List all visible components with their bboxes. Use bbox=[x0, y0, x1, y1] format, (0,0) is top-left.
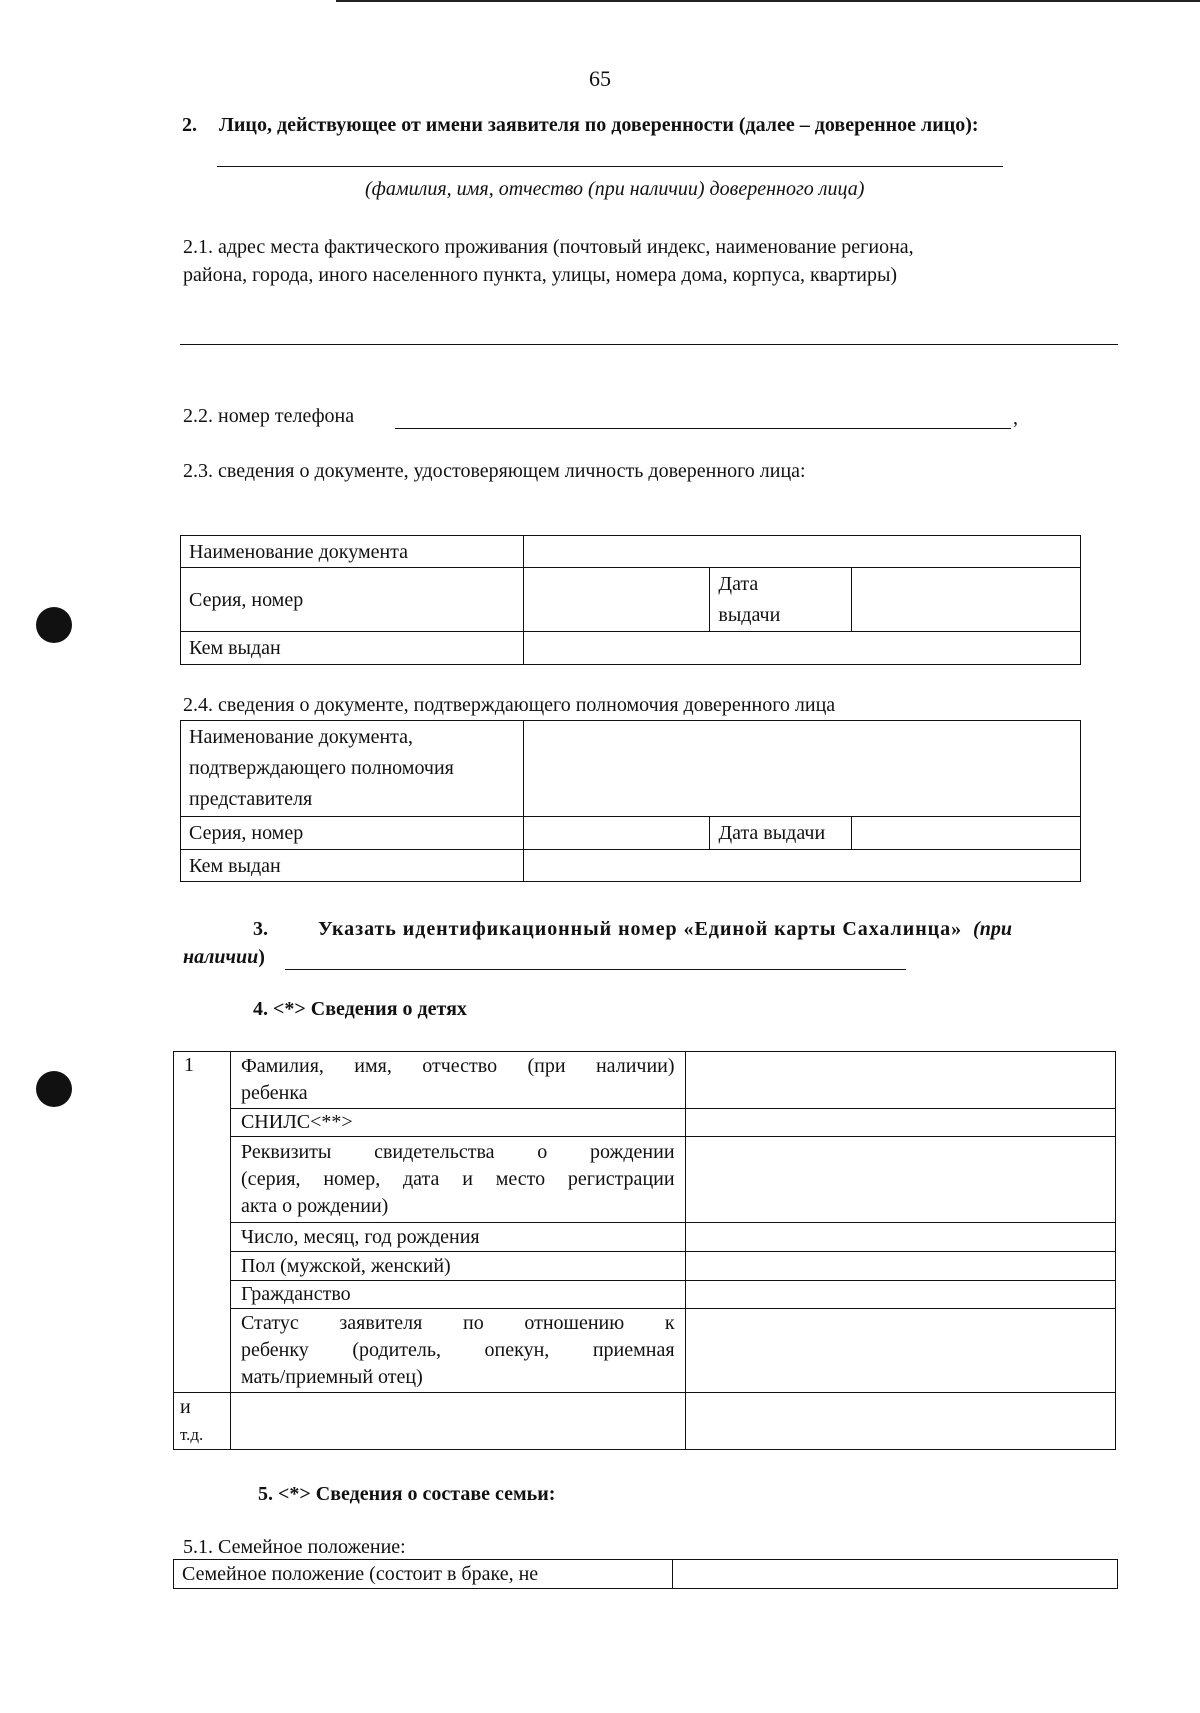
id-issued-by-field[interactable] bbox=[523, 632, 1080, 665]
id-series-label: Серия, номер bbox=[181, 568, 524, 632]
hole-punch-mark bbox=[36, 1071, 72, 1107]
scan-frame-edge bbox=[336, 0, 1200, 2]
section-2-heading bbox=[182, 114, 979, 137]
section-4-heading: 4. <*> Сведения о детях bbox=[253, 998, 467, 1020]
section-3-heading bbox=[253, 918, 1012, 941]
children-table bbox=[173, 1051, 1116, 1450]
auth-issued-by-label: Кем выдан bbox=[181, 850, 524, 882]
section-3-close: ) bbox=[258, 946, 265, 968]
page-number: 65 bbox=[589, 66, 611, 91]
auth-issue-date-label: Дата выдачи bbox=[710, 817, 852, 850]
auth-series-field[interactable] bbox=[523, 817, 710, 850]
child-fio-field[interactable] bbox=[685, 1052, 1115, 1109]
marital-status-cell-label: Семейное положение (состоит в браке, не bbox=[174, 1560, 673, 1589]
section-3-heading-cont bbox=[183, 946, 265, 969]
child-status-label: Статус заявителя по отношению к ребенку (родитель, опекун, приемная мать/приемный отец) bbox=[230, 1309, 685, 1393]
auth-doc-label: 2.4. сведения о документе, подтверждающего полномочия доверенного лица bbox=[183, 694, 836, 716]
section-5-heading: 5. <*> Сведения о составе семьи: bbox=[258, 1483, 556, 1505]
child-etc-field-2[interactable] bbox=[685, 1393, 1115, 1450]
card-number-input-line[interactable] bbox=[285, 969, 906, 970]
id-doc-name-label: Наименование документа bbox=[181, 536, 524, 568]
id-document-table bbox=[180, 535, 1081, 665]
id-issue-date-label: Дата выдачи bbox=[710, 568, 852, 632]
id-issue-date-field[interactable] bbox=[852, 568, 1081, 632]
child-snils-field[interactable] bbox=[685, 1109, 1115, 1137]
child-birth-cert-label: Реквизиты свидетельства о рождении (серия, номер, дата и место регистрации акта о рождении) bbox=[230, 1137, 685, 1223]
child-sex-label: Пол (мужской, женский) bbox=[230, 1252, 685, 1281]
id-doc-label: 2.3. сведения о документе, удостоверяющем личность доверенного лица: bbox=[183, 460, 806, 482]
trustee-name-caption: (фамилия, имя, отчество (при наличии) доверенного лица) bbox=[365, 178, 865, 200]
auth-issue-date-field[interactable] bbox=[852, 817, 1081, 850]
id-series-field[interactable] bbox=[523, 568, 710, 632]
child-etc-field-1[interactable] bbox=[230, 1393, 685, 1450]
child-status-field[interactable] bbox=[685, 1309, 1115, 1393]
child-citizenship-label: Гражданство bbox=[230, 1281, 685, 1309]
id-issued-by-label: Кем выдан bbox=[181, 632, 524, 665]
child-birth-date-label: Число, месяц, год рождения bbox=[230, 1223, 685, 1252]
section-2-title: Лицо, действующее от имени заявителя по доверенности (далее – доверенное лицо): bbox=[219, 114, 979, 136]
address-label-line-2: района, города, иного населенного пункта, улицы, номера дома, корпуса, квартиры) bbox=[183, 264, 898, 286]
phone-input-line[interactable] bbox=[395, 428, 1011, 429]
authority-document-table bbox=[180, 720, 1081, 882]
child-sex-field[interactable] bbox=[685, 1252, 1115, 1281]
marital-status-label: 5.1. Семейное положение: bbox=[183, 1536, 406, 1558]
hole-punch-mark bbox=[36, 607, 72, 643]
section-2-number: 2. bbox=[182, 114, 197, 136]
child-etc-index: и т.д. bbox=[174, 1393, 231, 1450]
auth-issued-by-field[interactable] bbox=[523, 850, 1080, 882]
section-3-paren-open: (при bbox=[973, 918, 1012, 940]
phone-comma: , bbox=[1013, 407, 1018, 429]
child-birth-cert-field[interactable] bbox=[685, 1137, 1115, 1223]
auth-doc-name-field[interactable] bbox=[523, 721, 1080, 817]
address-label-line-1: 2.1. адрес места фактического проживания (почтовый индекс, наименование региона, bbox=[183, 236, 914, 258]
auth-doc-name-label: Наименование документа, подтверждающего полномочия представителя bbox=[181, 721, 524, 817]
auth-series-label: Серия, номер bbox=[181, 817, 524, 850]
section-3-paren-close: наличии bbox=[183, 946, 259, 968]
id-doc-name-field[interactable] bbox=[523, 536, 1080, 568]
child-fio-label: Фамилия, имя, отчество (при наличии) ребенка bbox=[230, 1052, 685, 1109]
child-snils-label: СНИЛС<**> bbox=[230, 1109, 685, 1137]
trustee-name-line[interactable] bbox=[217, 166, 1003, 167]
section-3-text: Указать идентификационный номер «Единой карты Сахалинца» bbox=[318, 918, 963, 940]
child-citizenship-field[interactable] bbox=[685, 1281, 1115, 1309]
phone-label: 2.2. номер телефона bbox=[183, 405, 355, 427]
marital-status-table bbox=[173, 1559, 1118, 1589]
child-birth-date-field[interactable] bbox=[685, 1223, 1115, 1252]
child-index: 1 bbox=[174, 1052, 231, 1393]
address-input-line[interactable] bbox=[180, 344, 1118, 345]
section-3-number: 3. bbox=[253, 918, 268, 940]
marital-status-field[interactable] bbox=[672, 1560, 1117, 1589]
